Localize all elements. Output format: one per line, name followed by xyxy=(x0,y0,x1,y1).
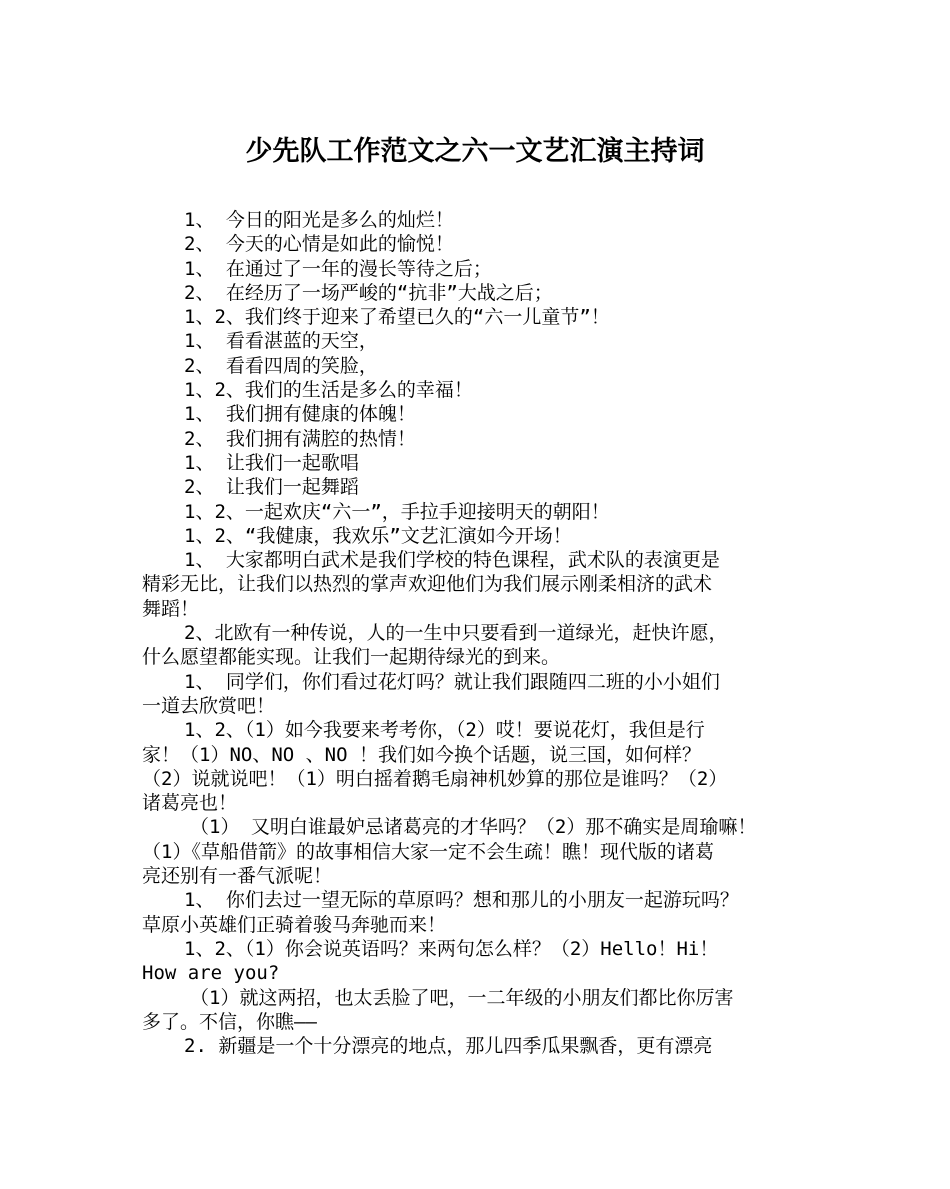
paragraph-line: 1、 让我们一起歌唱 xyxy=(184,451,359,474)
paragraph-line: 家！（1）NO、NO 、NO ！我们如今换个话题，说三国，如何样？ xyxy=(142,743,701,766)
paragraph-line: 1、2、一起欢庆“六一”，手拉手迎接明天的朝阳！ xyxy=(184,500,610,523)
paragraph-line: 2、 在经历了一场严峻的“抗非”大战之后； xyxy=(184,281,553,304)
paragraph-line: 1、 今日的阳光是多么的灿烂！ xyxy=(184,209,454,231)
paragraph-line: 1、 你们去过一望无际的草原吗？想和那儿的小朋友一起游玩吗？ xyxy=(184,889,739,912)
paragraph-line: How are you? xyxy=(142,962,280,985)
paragraph-line: 1、2、（1）如今我要来考考你，（2）哎！要说花灯，我但是行 xyxy=(184,719,705,742)
paragraph-line: 诸葛亮也！ xyxy=(142,792,238,815)
paragraph-line: 舞蹈！ xyxy=(142,597,200,620)
paragraph-line: （1）就这两招，也太丢脸了吧，一二年级的小朋友们都比你厉害 xyxy=(190,986,734,1009)
paragraph-line: 1、 同学们，你们看过花灯吗？就让我们跟随四二班的小小姐们 xyxy=(184,670,720,693)
document-title: 少先队工作范文之六一文艺汇演主持词 xyxy=(245,136,705,167)
paragraph-line: （1）《草船借箭》的故事相信大家一定不会生疏！瞧！现代版的诸葛 xyxy=(142,840,714,863)
paragraph-line: 2、 今天的心情是如此的愉悦！ xyxy=(184,233,454,256)
paragraph-line: 2、 我们拥有满腔的热情！ xyxy=(184,427,416,450)
paragraph-line: 一道去欣赏吧！ xyxy=(142,694,276,717)
paragraph-line: 亮还别有一番气派呢！ xyxy=(142,865,333,888)
paragraph-line: 2、北欧有一种传说，人的一生中只要看到一道绿光，赶快许愿， xyxy=(184,622,728,645)
paragraph-line: 多了。不信，你瞧—— xyxy=(142,1010,317,1033)
paragraph-line: 1、 大家都明白武术是我们学校的特色课程，武术队的表演更是 xyxy=(184,549,720,572)
paragraph-line: 1、 我们拥有健康的体魄！ xyxy=(184,403,416,426)
paragraph-line: 1、2、我们的生活是多么的幸福！ xyxy=(184,379,473,402)
paragraph-line: 2、 看看四周的笑脸， xyxy=(184,354,378,377)
paragraph-line: 1、 在通过了一年的漫长等待之后； xyxy=(184,257,492,280)
paragraph-line: 1、2、我们终于迎来了希望已久的“六一儿童节”！ xyxy=(184,306,610,329)
paragraph-line: 草原小英雄们正骑着骏马奔驰而来！ xyxy=(142,913,447,936)
paragraph-line: 1、2、（1）你会说英语吗？来两句怎么样？（2）Hello！Hi！ xyxy=(184,937,719,960)
paragraph-line: 什么愿望都能实现。让我们一起期待绿光的到来。 xyxy=(142,646,561,669)
paragraph-line: 1、 看看湛蓝的天空， xyxy=(184,330,378,353)
paragraph-line: （2）说就说吧！（1）明白摇着鹅毛扇神机妙算的那位是谁吗？（2） xyxy=(142,767,728,790)
document-body xyxy=(142,208,822,1058)
paragraph-line: 精彩无比，让我们以热烈的掌声欢迎他们为我们展示刚柔相济的武术 xyxy=(142,573,713,596)
paragraph-line: 2、 让我们一起舞蹈 xyxy=(184,476,359,499)
paragraph-line: 1、2、“我健康，我欢乐”文艺汇演如今开场！ xyxy=(184,524,572,547)
paragraph-line: （1） 又明白谁最妒忌诸葛亮的才华吗？（2）那不确实是周瑜嘛！ xyxy=(190,816,757,839)
paragraph-line: 2. 新疆是一个十分漂亮的地点，那儿四季瓜果飘香，更有漂亮 xyxy=(184,1035,713,1058)
